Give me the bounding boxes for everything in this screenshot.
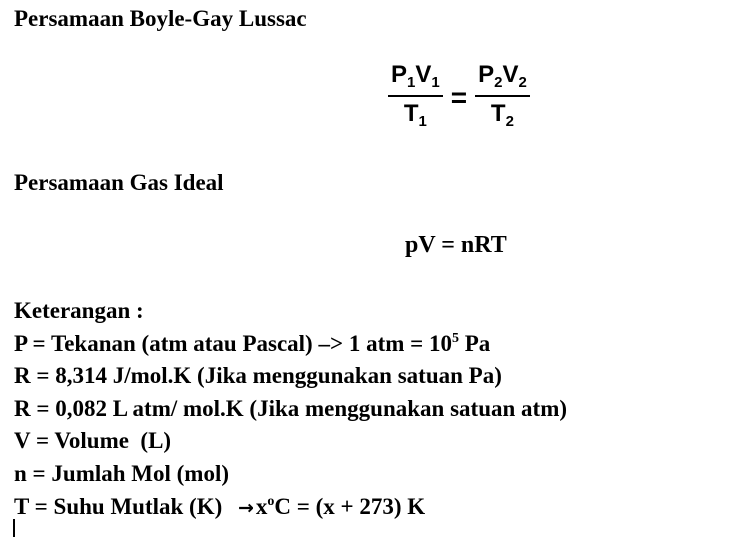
t2-sub: 2 bbox=[505, 113, 514, 130]
t2-base: T bbox=[490, 100, 506, 127]
v2-sub: 2 bbox=[518, 74, 527, 91]
t1-base: T bbox=[403, 100, 419, 127]
note-volume: V = Volume (L) bbox=[14, 428, 172, 454]
lhs-fraction-bar bbox=[388, 95, 443, 97]
note-temperature bbox=[14, 491, 567, 524]
note-temperature-text: T = Suhu Mutlak (K) bbox=[14, 493, 228, 519]
p1-base: P bbox=[391, 61, 408, 88]
degree-symbol: o bbox=[267, 493, 275, 509]
notes-title: Keterangan : bbox=[14, 298, 144, 323]
v1-base: V bbox=[415, 61, 432, 88]
notes-block bbox=[14, 295, 567, 523]
t1-sub: 1 bbox=[418, 113, 427, 130]
lhs-denominator bbox=[401, 101, 430, 130]
rhs-denominator bbox=[488, 101, 517, 130]
boyle-gay-lussac-formula bbox=[388, 62, 530, 130]
ideal-gas-formula: pV = nRT bbox=[405, 232, 507, 258]
lhs-fraction bbox=[388, 62, 443, 130]
ideal-gas-heading: Persamaan Gas Ideal bbox=[14, 170, 224, 195]
equals-sign: = bbox=[450, 82, 468, 113]
p2-sub: 2 bbox=[494, 74, 503, 91]
arrow-right-icon: → bbox=[238, 496, 254, 519]
note-r-atm: R = 0,082 L atm/ mol.K (Jika menggunakan satuan atm) bbox=[14, 395, 568, 421]
text-cursor bbox=[13, 519, 15, 537]
note-pressure bbox=[14, 328, 567, 361]
p1-sub: 1 bbox=[407, 74, 416, 91]
note-r-pascal: R = 8,314 J/mol.K (Jika menggunakan satuan Pa) bbox=[14, 363, 502, 389]
rhs-fraction-bar bbox=[475, 95, 530, 97]
v2-base: V bbox=[502, 61, 519, 88]
note-pressure-text: P = Tekanan (atm atau Pascal) –> 1 atm = 10 bbox=[14, 330, 452, 356]
note-temperature-conversion: C = (x + 273) K bbox=[274, 493, 426, 519]
note-pressure-exponent: 5 bbox=[452, 330, 459, 346]
p2-base: P bbox=[478, 61, 495, 88]
note-temperature-x: x bbox=[255, 493, 268, 519]
v1-sub: 1 bbox=[431, 74, 440, 91]
rhs-numerator bbox=[475, 62, 530, 91]
note-mol: n = Jumlah Mol (mol) bbox=[14, 460, 229, 486]
boyle-gay-lussac-heading: Persamaan Boyle-Gay Lussac bbox=[14, 6, 307, 31]
lhs-numerator bbox=[388, 62, 443, 91]
note-pressure-unit: Pa bbox=[459, 330, 491, 356]
rhs-fraction bbox=[475, 62, 530, 130]
